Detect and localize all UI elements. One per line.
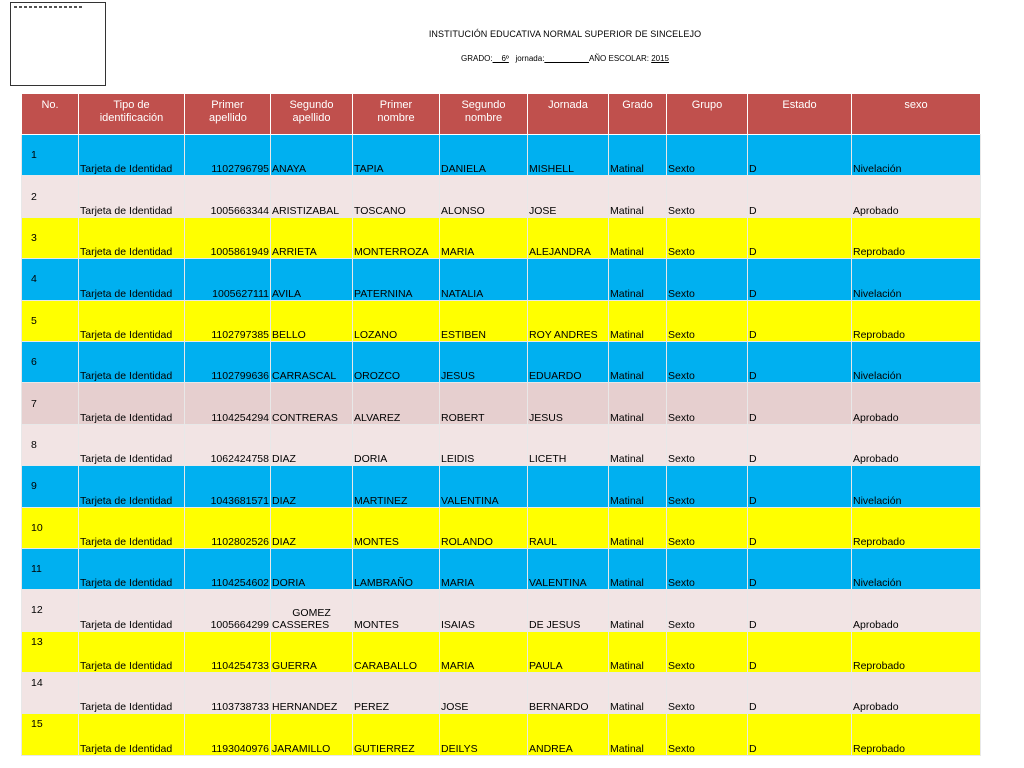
cell-grupo: D (748, 176, 852, 217)
cell-no: 7 (22, 383, 79, 424)
cell-grupo: D (748, 466, 852, 507)
table-header-row (22, 94, 981, 135)
cell-primer-apellido: CARRASCAL (271, 341, 353, 382)
cell-tipo-identificacion: Tarjeta de Identidad (79, 673, 185, 714)
cell-no: 14 (22, 673, 79, 714)
cell-no: 4 (22, 259, 79, 300)
cell-documento: 1005664299 (185, 590, 271, 631)
cell-jornada: Matinal (609, 341, 667, 382)
cell-primer-nombre: LEIDIS (440, 424, 528, 465)
cell-documento: 1043681571 (185, 466, 271, 507)
surname-line-2: CASSERES (272, 618, 330, 631)
cell-no: 2 (22, 176, 79, 217)
cell-documento: 1104254294 (185, 383, 271, 424)
cell-primer-nombre: MARIA (440, 548, 528, 589)
surname-line-1: GOMEZ (292, 606, 331, 619)
cell-segundo-apellido: PATERNINA (353, 259, 440, 300)
cell-grupo: D (748, 300, 852, 341)
cell-segundo-apellido: ALVAREZ (353, 383, 440, 424)
cell-documento: 1103738733 (185, 673, 271, 714)
cell-estado: Aprobado (852, 383, 981, 424)
cell-grupo: D (748, 548, 852, 589)
cell-segundo-apellido: OROZCO (353, 341, 440, 382)
cell-jornada: Matinal (609, 590, 667, 631)
table-row (22, 548, 981, 589)
cell-no: 8 (22, 424, 79, 465)
cell-segundo-nombre: ANDREA (528, 714, 609, 755)
cell-segundo-nombre: BERNARDO (528, 673, 609, 714)
cell-primer-apellido: AVILA (271, 259, 353, 300)
cell-segundo-apellido: MONTES (353, 507, 440, 548)
cell-tipo-identificacion: Tarjeta de Identidad (79, 217, 185, 258)
cell-grado: Sexto (667, 259, 748, 300)
table-row (22, 259, 981, 300)
cell-estado: Nivelación (852, 259, 981, 300)
cell-grupo: D (748, 217, 852, 258)
cell-estado: Aprobado (852, 176, 981, 217)
cell-primer-nombre: ISAIAS (440, 590, 528, 631)
cell-segundo-nombre: DE JESUS (528, 590, 609, 631)
cell-grado: Sexto (667, 135, 748, 176)
cell-grado: Sexto (667, 341, 748, 382)
table-row (22, 300, 981, 341)
cell-primer-nombre: MARIA (440, 631, 528, 672)
cell-jornada: Matinal (609, 300, 667, 341)
cell-primer-apellido: ANAYA (271, 135, 353, 176)
table-row (22, 135, 981, 176)
cell-estado: Reprobado (852, 300, 981, 341)
cell-primer-apellido: DIAZ (271, 424, 353, 465)
anio-value: 2015 (651, 54, 669, 63)
cell-tipo-identificacion: Tarjeta de Identidad (79, 714, 185, 755)
cell-estado: Nivelación (852, 466, 981, 507)
grado-value: __6º (492, 54, 509, 63)
cell-segundo-nombre: JOSE (528, 176, 609, 217)
cell-segundo-nombre (528, 259, 609, 300)
col-header-no: No. (22, 94, 79, 135)
cell-documento: 1062424758 (185, 424, 271, 465)
cell-documento: 1005861949 (185, 217, 271, 258)
cell-segundo-apellido: MONTERROZA (353, 217, 440, 258)
cell-estado: Reprobado (852, 217, 981, 258)
table-row (22, 383, 981, 424)
cell-jornada: Matinal (609, 631, 667, 672)
table-row (22, 673, 981, 714)
cell-jornada: Matinal (609, 424, 667, 465)
logo-placeholder-box (10, 2, 106, 86)
table-row (22, 714, 981, 755)
cell-segundo-apellido: GUTIERREZ (353, 714, 440, 755)
cell-jornada: Matinal (609, 135, 667, 176)
cell-tipo-identificacion: Tarjeta de Identidad (79, 259, 185, 300)
cell-grupo: D (748, 631, 852, 672)
cell-grupo: D (748, 383, 852, 424)
col-header-grupo: Grupo (667, 94, 748, 135)
cell-primer-nombre: JOSE (440, 673, 528, 714)
cell-grupo: D (748, 259, 852, 300)
cell-primer-apellido: ARRIETA (271, 217, 353, 258)
cell-documento: 1102802526 (185, 507, 271, 548)
col-header-segundo-apellido: Segundo apellido (271, 94, 353, 135)
cell-estado: Nivelación (852, 135, 981, 176)
cell-segundo-apellido: DORIA (353, 424, 440, 465)
cell-estado: Aprobado (852, 673, 981, 714)
cell-estado: Reprobado (852, 631, 981, 672)
cell-estado: Reprobado (852, 714, 981, 755)
cell-grupo: D (748, 341, 852, 382)
cell-jornada: Matinal (609, 507, 667, 548)
cell-segundo-nombre: JESUS (528, 383, 609, 424)
cell-documento: 1104254602 (185, 548, 271, 589)
cell-primer-apellido: HERNANDEZ (271, 673, 353, 714)
cell-segundo-nombre: EDUARDO (528, 341, 609, 382)
cell-segundo-nombre: LICETH (528, 424, 609, 465)
cell-jornada: Matinal (609, 383, 667, 424)
grado-label: GRADO: (461, 54, 493, 63)
cell-documento: 1193040976 (185, 714, 271, 755)
cell-grado: Sexto (667, 176, 748, 217)
cell-jornada: Matinal (609, 217, 667, 258)
cell-tipo-identificacion: Tarjeta de Identidad (79, 466, 185, 507)
cell-segundo-apellido: PEREZ (353, 673, 440, 714)
cell-primer-apellido (271, 590, 353, 631)
cell-segundo-apellido: TOSCANO (353, 176, 440, 217)
student-roster-table (21, 93, 981, 756)
cell-primer-apellido: ARISTIZABAL (271, 176, 353, 217)
cell-grupo: D (748, 714, 852, 755)
cell-no: 11 (22, 548, 79, 589)
cell-jornada: Matinal (609, 466, 667, 507)
cell-grado: Sexto (667, 714, 748, 755)
cell-no: 13 (22, 631, 79, 672)
table-row (22, 341, 981, 382)
cell-jornada: Matinal (609, 548, 667, 589)
cell-tipo-identificacion: Tarjeta de Identidad (79, 176, 185, 217)
cell-grupo: D (748, 590, 852, 631)
cell-primer-apellido: DIAZ (271, 507, 353, 548)
cell-primer-nombre: ROBERT (440, 383, 528, 424)
cell-grado: Sexto (667, 673, 748, 714)
col-header-sexo: sexo (852, 94, 981, 135)
cell-tipo-identificacion: Tarjeta de Identidad (79, 300, 185, 341)
cell-primer-nombre: NATALIA (440, 259, 528, 300)
table-row (22, 590, 981, 631)
cell-primer-apellido: CONTRERAS (271, 383, 353, 424)
grade-info-line (0, 54, 1024, 63)
cell-primer-apellido: GUERRA (271, 631, 353, 672)
jornada-label: jornada: (515, 54, 545, 63)
cell-primer-apellido: DIAZ (271, 466, 353, 507)
col-header-segundo-nombre: Segundo nombre (440, 94, 528, 135)
col-header-tipo-identificacion: Tipo de identificación (79, 94, 185, 135)
cell-jornada: Matinal (609, 673, 667, 714)
cell-tipo-identificacion: Tarjeta de Identidad (79, 424, 185, 465)
cell-estado: Nivelación (852, 548, 981, 589)
cell-estado: Aprobado (852, 424, 981, 465)
cell-segundo-nombre: RAUL (528, 507, 609, 548)
cell-grupo: D (748, 507, 852, 548)
cell-tipo-identificacion: Tarjeta de Identidad (79, 590, 185, 631)
col-header-estado: Estado (748, 94, 852, 135)
cell-primer-nombre: VALENTINA (440, 466, 528, 507)
cell-no: 6 (22, 341, 79, 382)
cell-documento: 1102797385 (185, 300, 271, 341)
cell-tipo-identificacion: Tarjeta de Identidad (79, 507, 185, 548)
table-row (22, 507, 981, 548)
cell-grupo: D (748, 135, 852, 176)
cell-tipo-identificacion: Tarjeta de Identidad (79, 135, 185, 176)
cell-grado: Sexto (667, 548, 748, 589)
cell-documento: 1102796795 (185, 135, 271, 176)
cell-grado: Sexto (667, 383, 748, 424)
table-row (22, 631, 981, 672)
cell-jornada: Matinal (609, 259, 667, 300)
cell-segundo-nombre (528, 466, 609, 507)
cell-segundo-apellido: LOZANO (353, 300, 440, 341)
cell-segundo-apellido: CARABALLO (353, 631, 440, 672)
cell-estado: Aprobado (852, 590, 981, 631)
table-row (22, 217, 981, 258)
cell-estado: Reprobado (852, 507, 981, 548)
cell-no: 9 (22, 466, 79, 507)
cell-jornada: Matinal (609, 714, 667, 755)
col-header-jornada: Jornada (528, 94, 609, 135)
cell-grado: Sexto (667, 466, 748, 507)
col-header-primer-apellido: Primer apellido (185, 94, 271, 135)
col-header-grado: Grado (609, 94, 667, 135)
cell-primer-apellido: BELLO (271, 300, 353, 341)
cell-primer-apellido: DORIA (271, 548, 353, 589)
cell-no: 1 (22, 135, 79, 176)
cell-segundo-apellido: MONTES (353, 590, 440, 631)
table-row (22, 466, 981, 507)
anio-label: AÑO ESCOLAR: (588, 54, 649, 63)
cell-no: 3 (22, 217, 79, 258)
cell-primer-nombre: JESUS (440, 341, 528, 382)
logo-caption-lines (14, 6, 84, 8)
cell-primer-apellido: JARAMILLO (271, 714, 353, 755)
cell-primer-nombre: DEILYS (440, 714, 528, 755)
cell-segundo-apellido: LAMBRAÑO (353, 548, 440, 589)
cell-grado: Sexto (667, 590, 748, 631)
cell-segundo-nombre: VALENTINA (528, 548, 609, 589)
cell-no: 15 (22, 714, 79, 755)
cell-grado: Sexto (667, 300, 748, 341)
cell-tipo-identificacion: Tarjeta de Identidad (79, 631, 185, 672)
cell-grupo: D (748, 673, 852, 714)
cell-primer-nombre: ROLANDO (440, 507, 528, 548)
jornada-value: __________ (544, 54, 589, 63)
table-row (22, 424, 981, 465)
cell-jornada: Matinal (609, 176, 667, 217)
cell-tipo-identificacion: Tarjeta de Identidad (79, 383, 185, 424)
cell-primer-nombre: MARIA (440, 217, 528, 258)
cell-segundo-nombre: MISHELL (528, 135, 609, 176)
cell-segundo-apellido: MARTINEZ (353, 466, 440, 507)
cell-no: 12 (22, 590, 79, 631)
cell-no: 10 (22, 507, 79, 548)
cell-grado: Sexto (667, 507, 748, 548)
cell-grado: Sexto (667, 217, 748, 258)
institution-title: INSTITUCIÓN EDUCATIVA NORMAL SUPERIOR DE SINCELEJO (428, 29, 702, 39)
cell-tipo-identificacion: Tarjeta de Identidad (79, 548, 185, 589)
cell-segundo-nombre: ALEJANDRA (528, 217, 609, 258)
cell-primer-nombre: DANIELA (440, 135, 528, 176)
cell-documento: 1104254733 (185, 631, 271, 672)
table-row (22, 176, 981, 217)
cell-documento: 1005627111 (185, 259, 271, 300)
cell-estado: Nivelación (852, 341, 981, 382)
cell-documento: 1005663344 (185, 176, 271, 217)
cell-primer-nombre: ESTIBEN (440, 300, 528, 341)
cell-segundo-apellido: TAPIA (353, 135, 440, 176)
cell-segundo-nombre: ROY ANDRES (528, 300, 609, 341)
cell-no: 5 (22, 300, 79, 341)
cell-grupo: D (748, 424, 852, 465)
cell-grado: Sexto (667, 631, 748, 672)
col-header-primer-nombre: Primer nombre (353, 94, 440, 135)
cell-primer-nombre: ALONSO (440, 176, 528, 217)
cell-documento: 1102799636 (185, 341, 271, 382)
cell-tipo-identificacion: Tarjeta de Identidad (79, 341, 185, 382)
cell-grado: Sexto (667, 424, 748, 465)
cell-segundo-nombre: PAULA (528, 631, 609, 672)
